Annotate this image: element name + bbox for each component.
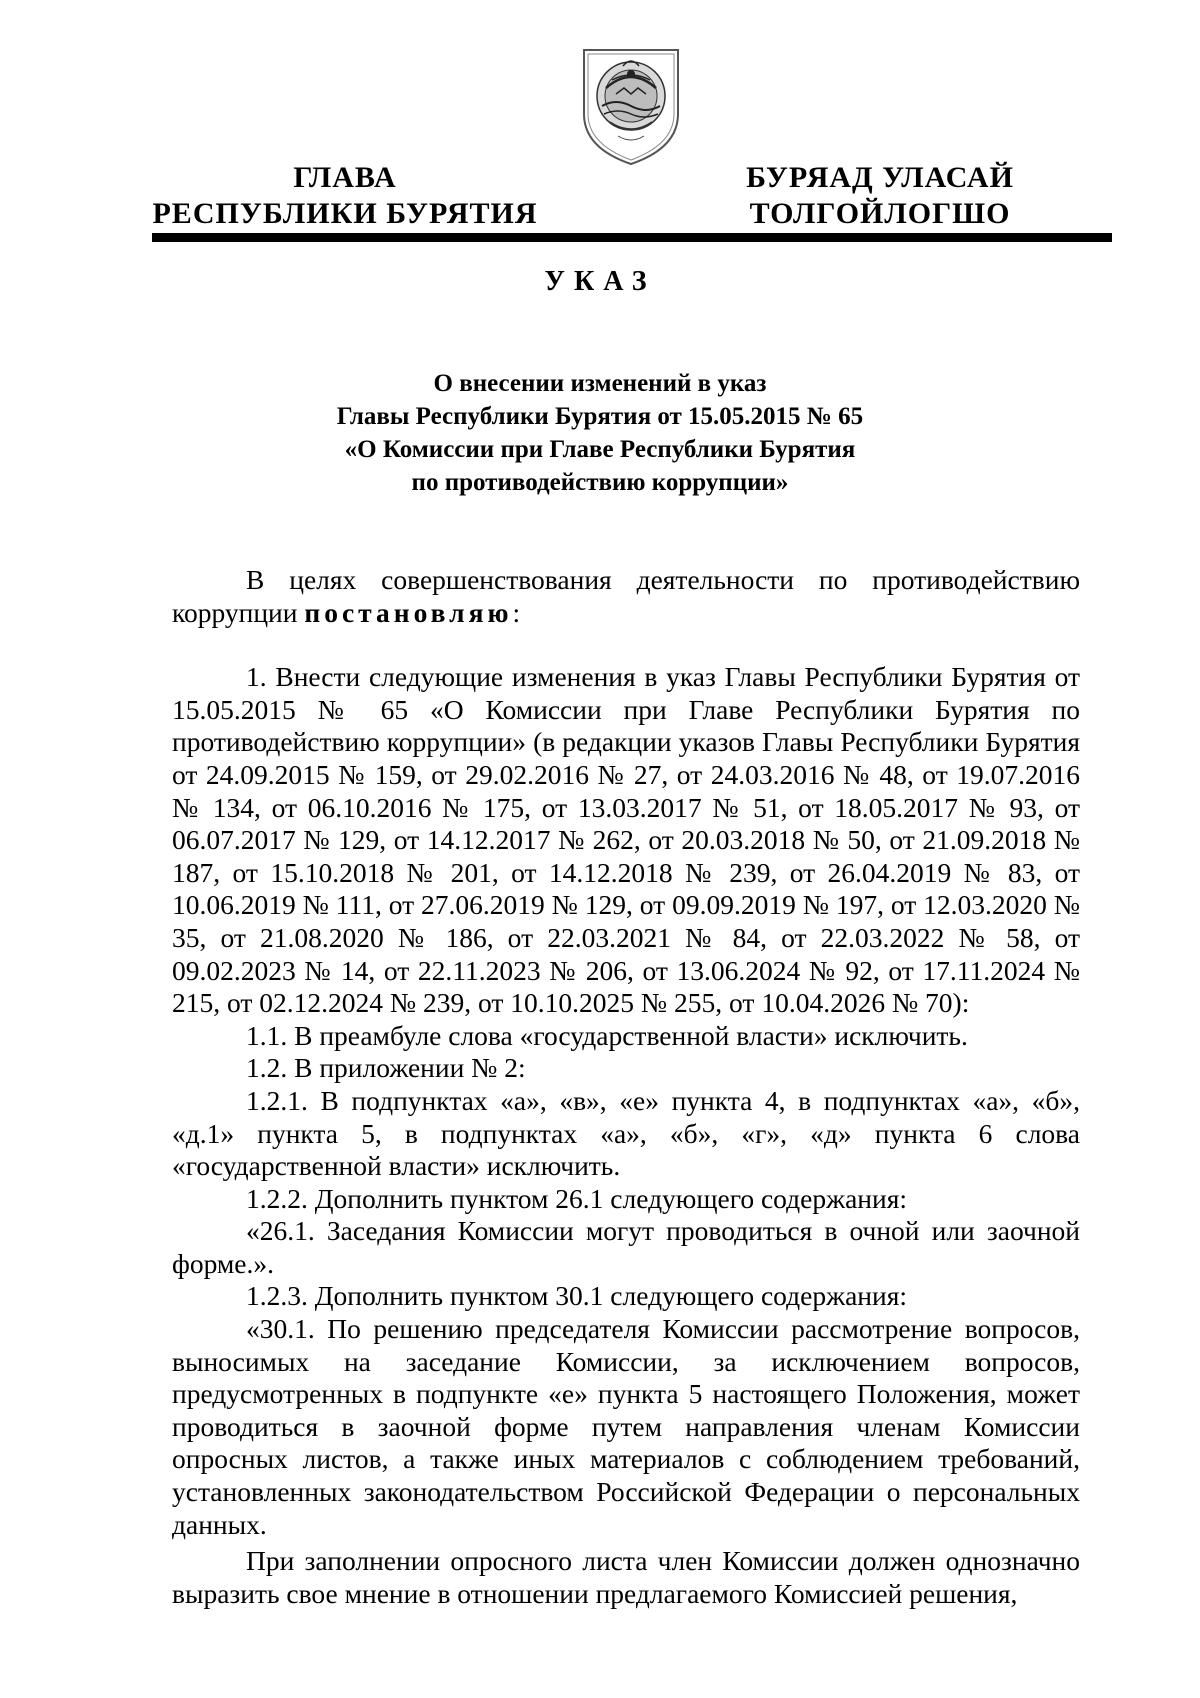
decree-title-line2: Главы Республики Бурятия от 15.05.2015 № 65: [336, 403, 864, 430]
quoted-point-26-1: «26.1. Заседания Комиссии могут проводиться в очной или заочной форме.».: [172, 1215, 1080, 1279]
header-right-line2: ТОЛГОЙЛОГШО: [749, 197, 1011, 230]
paragraph-1-2-3: 1.2.3. Дополнить пунктом 30.1 следующего содержания:: [246, 1280, 907, 1312]
republic-of-buryatia-coat-of-arms-icon: [576, 44, 686, 168]
decree-title-line4: по противодействию коррупции»: [411, 469, 789, 496]
decree-title: [200, 367, 1000, 499]
paragraph-1-2-1: 1.2.1. В подпунктах «а», «в», «е» пункта 4, в подпунктах «а», «б», «д.1» пункта 5, в подпунктах «а», «б», «г», «д» пункта 6 слова «государственной власти» исключить.: [172, 1084, 1080, 1182]
header-right-line1: БУРЯАД УЛАСАЙ: [746, 161, 1014, 194]
header-divider: [152, 233, 1112, 242]
paragraph-1-2-2: 1.2.2. Дополнить пунктом 26.1 следующего содержания:: [246, 1182, 907, 1214]
paragraph-1: 1. Внести следующие изменения в указ Главы Республики Бурятия от 15.05.2015 № 65 «О Комиссии при Главе Республики Бурятия по противодействию коррупции» (в редакции указов Главы Республики Бурятия от 24.09.2015 № 159, от 29.02.2016 № 27, от 24.03.2016 № 48, от 19.07.2016 № 134, от 06.10.2016 № 175, от 13.03.2017 № 51, от 18.05.2017 № 93, от 06.07.2017 № 129, от 14.12.2017 № 262, от 20.03.2018 № 50, от 21.09.2018 № 187, от 15.10.2018 № 201, от 14.12.2018 № 239, от 26.04.2019 № 83, от 10.06.2019 № 111, от 27.06.2019 № 129, от 09.09.2019 № 197, от 12.03.2020 № 35, от 21.08.2020 № 186, от 22.03.2021 № 84, от 22.03.2022 № 58, от 09.02.2023 № 14, от 22.11.2023 № 206, от 13.06.2024 № 92, от 17.11.2024 № 215, от 02.12.2024 № 239, от 10.10.2025 № 255, от 10.04.2026 № 70):: [172, 661, 1080, 1019]
header-left-line2: РЕСПУБЛИКИ БУРЯТИЯ: [152, 197, 538, 230]
paragraph-1-1: 1.1. В преамбуле слова «государственной власти» исключить.: [246, 1019, 968, 1051]
decree-body: [172, 564, 1080, 1610]
decree-title-line3: «О Комиссии при Главе Республики Бурятия: [344, 436, 856, 463]
paragraph-1-2: 1.2. В приложении № 2:: [246, 1052, 526, 1084]
quoted-point-30-1: «30.1. По решению председателя Комиссии рассмотрение вопросов, выносимых на заседание Комиссии, за исключением вопросов, предусмотренных в подпункте «е» пункта 5 настоящего Положения, может проводиться в заочной форме путем направления членам Комиссии опросных листов, а также иных материалов с соблюдением требований, установленных законодательством Российской Федерации о персональных данных.: [172, 1313, 1080, 1540]
header-right-block: [720, 160, 1040, 232]
preamble-text: В целях совершенствования деятельности по противодействию коррупции: [172, 564, 1080, 628]
header-left-block: [150, 160, 540, 232]
questionnaire-paragraph: При заполнении опросного листа член Комиссии должен однозначно выразить свое мнение в отношении предлагаемого Комиссией решения,: [172, 1545, 1080, 1609]
decree-title-line1: О внесении изменений в указ: [433, 370, 767, 397]
preamble-paragraph: [172, 564, 1080, 629]
preamble-tail: :: [512, 596, 521, 628]
decree-word: постановляю: [304, 596, 513, 628]
document-type-heading: УКАЗ: [544, 266, 656, 297]
header-left-line1: ГЛАВА: [293, 161, 397, 194]
